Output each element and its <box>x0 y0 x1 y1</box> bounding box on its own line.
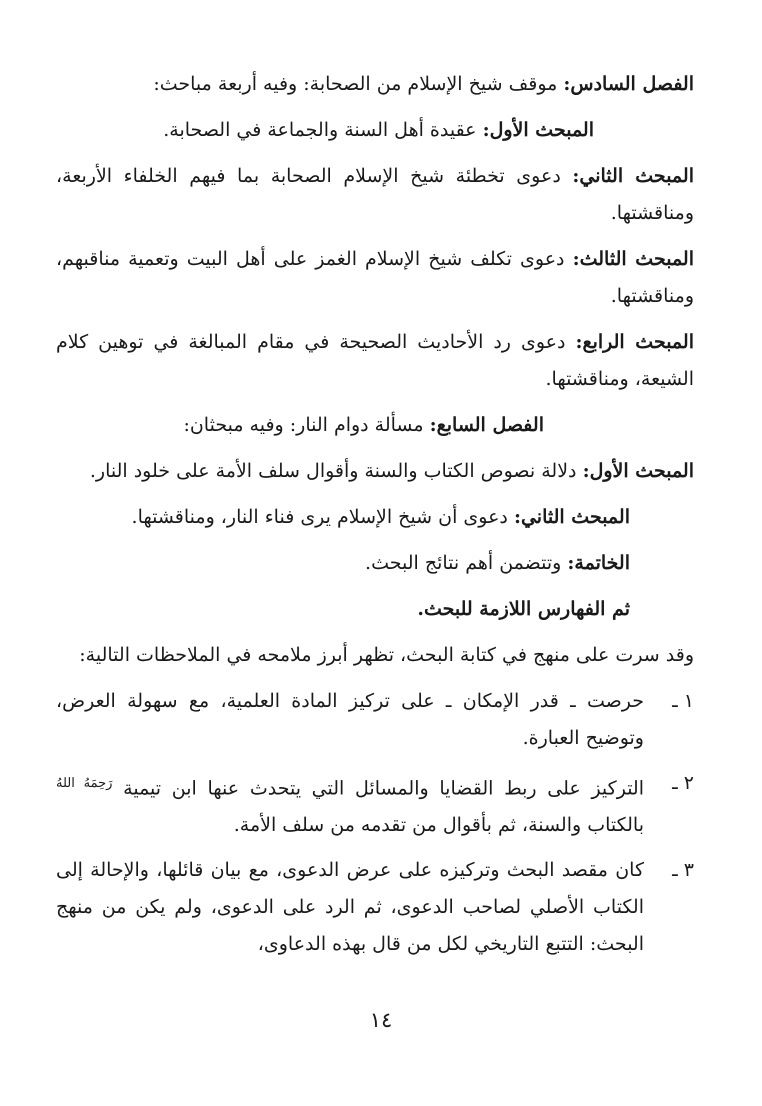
note-item <box>56 765 694 844</box>
section-text: دعوى أن شيخ الإسلام يرى فناء النار، ومناقشتها. <box>131 506 514 528</box>
method-intro: وقد سرت على منهج في كتابة البحث، تظهر أبرز ملامحه في الملاحظات التالية: <box>79 644 694 666</box>
conclusion-line <box>56 545 694 582</box>
conclusion-text: وتتضمن أهم نتائج البحث. <box>365 552 568 574</box>
chapter-6-heading <box>56 66 694 103</box>
section-label: المبحث الثاني: <box>513 506 630 528</box>
honorific-symbol: رَحِمَهُ اللهُ <box>56 776 113 791</box>
section-label: المبحث الثاني: <box>572 165 694 187</box>
note-number: ٣ ـ <box>672 859 694 882</box>
chapter-6-section-3 <box>56 241 694 315</box>
section-label: المبحث الأول: <box>482 119 594 141</box>
note-item <box>56 683 694 757</box>
chapter-7-text: مسألة دوام النار: وفيه مبحثان: <box>183 414 430 436</box>
section-text: دلالة نصوص الكتاب والسنة وأقوال سلف الأمة على خلود النار. <box>89 460 583 482</box>
chapter-6-section-2 <box>56 158 694 232</box>
chapter-7-heading <box>56 407 694 444</box>
indexes-line: ثم الفهارس اللازمة للبحث. <box>417 598 630 620</box>
note-text: التركيز على ربط القضايا والمسائل التي يتحدث عنها ابن تيمية <box>112 777 644 800</box>
chapter-6-section-1 <box>56 112 694 149</box>
note-number: ٢ ـ <box>672 772 694 794</box>
section-label: المبحث الأول: <box>582 460 694 482</box>
note-text: حرصت ـ قدر الإمكان ـ على تركيز المادة العلمية، مع سهولة العرض، وتوضيح العبارة. <box>56 690 644 749</box>
note-number: ١ ـ <box>672 690 694 712</box>
chapter-6-section-4 <box>56 324 694 398</box>
chapter-7-section-1 <box>56 453 694 490</box>
page-body <box>56 66 694 971</box>
chapter-6-text: موقف شيخ الإسلام من الصحابة: وفيه أربعة مباحث: <box>153 73 564 95</box>
note-text-continued: بالكتاب والسنة، ثم بأقوال من تقدمه من سلف الأمة. <box>233 814 644 837</box>
note-text: كان مقصد البحث وتركيزه على عرض الدعوى، مع بيان قائلها، والإحالة إلى الكتاب الأصلي لصاحب الدعوى، ثم الرد على الدعوى، ولم يكن من منهج البحث: التتبع التاريخي لكل من قال بهذه الدعاوى، <box>56 859 644 956</box>
section-text: دعوى تكلف شيخ الإسلام الغمز على أهل البيت وتعمية مناقبهم، ومناقشتها. <box>56 248 694 307</box>
page-number: ١٤ <box>369 1008 393 1032</box>
note-item <box>56 852 694 963</box>
section-text: دعوى رد الأحاديث الصحيحة في مقام المبالغة في توهين كلام الشيعة، ومناقشتها. <box>56 331 694 390</box>
chapter-7-label: الفصل السابع: <box>429 414 544 436</box>
section-label: المبحث الثالث: <box>572 248 694 270</box>
conclusion-label: الخاتمة: <box>567 552 630 574</box>
section-label: المبحث الرابع: <box>575 331 694 353</box>
section-text: عقيدة أهل السنة والجماعة في الصحابة. <box>163 119 483 141</box>
chapter-7-section-2 <box>56 499 694 536</box>
section-text: دعوى تخطئة شيخ الإسلام الصحابة بما فيهم الخلفاء الأربعة، ومناقشتها. <box>56 165 694 224</box>
chapter-6-label: الفصل السادس: <box>563 73 694 95</box>
